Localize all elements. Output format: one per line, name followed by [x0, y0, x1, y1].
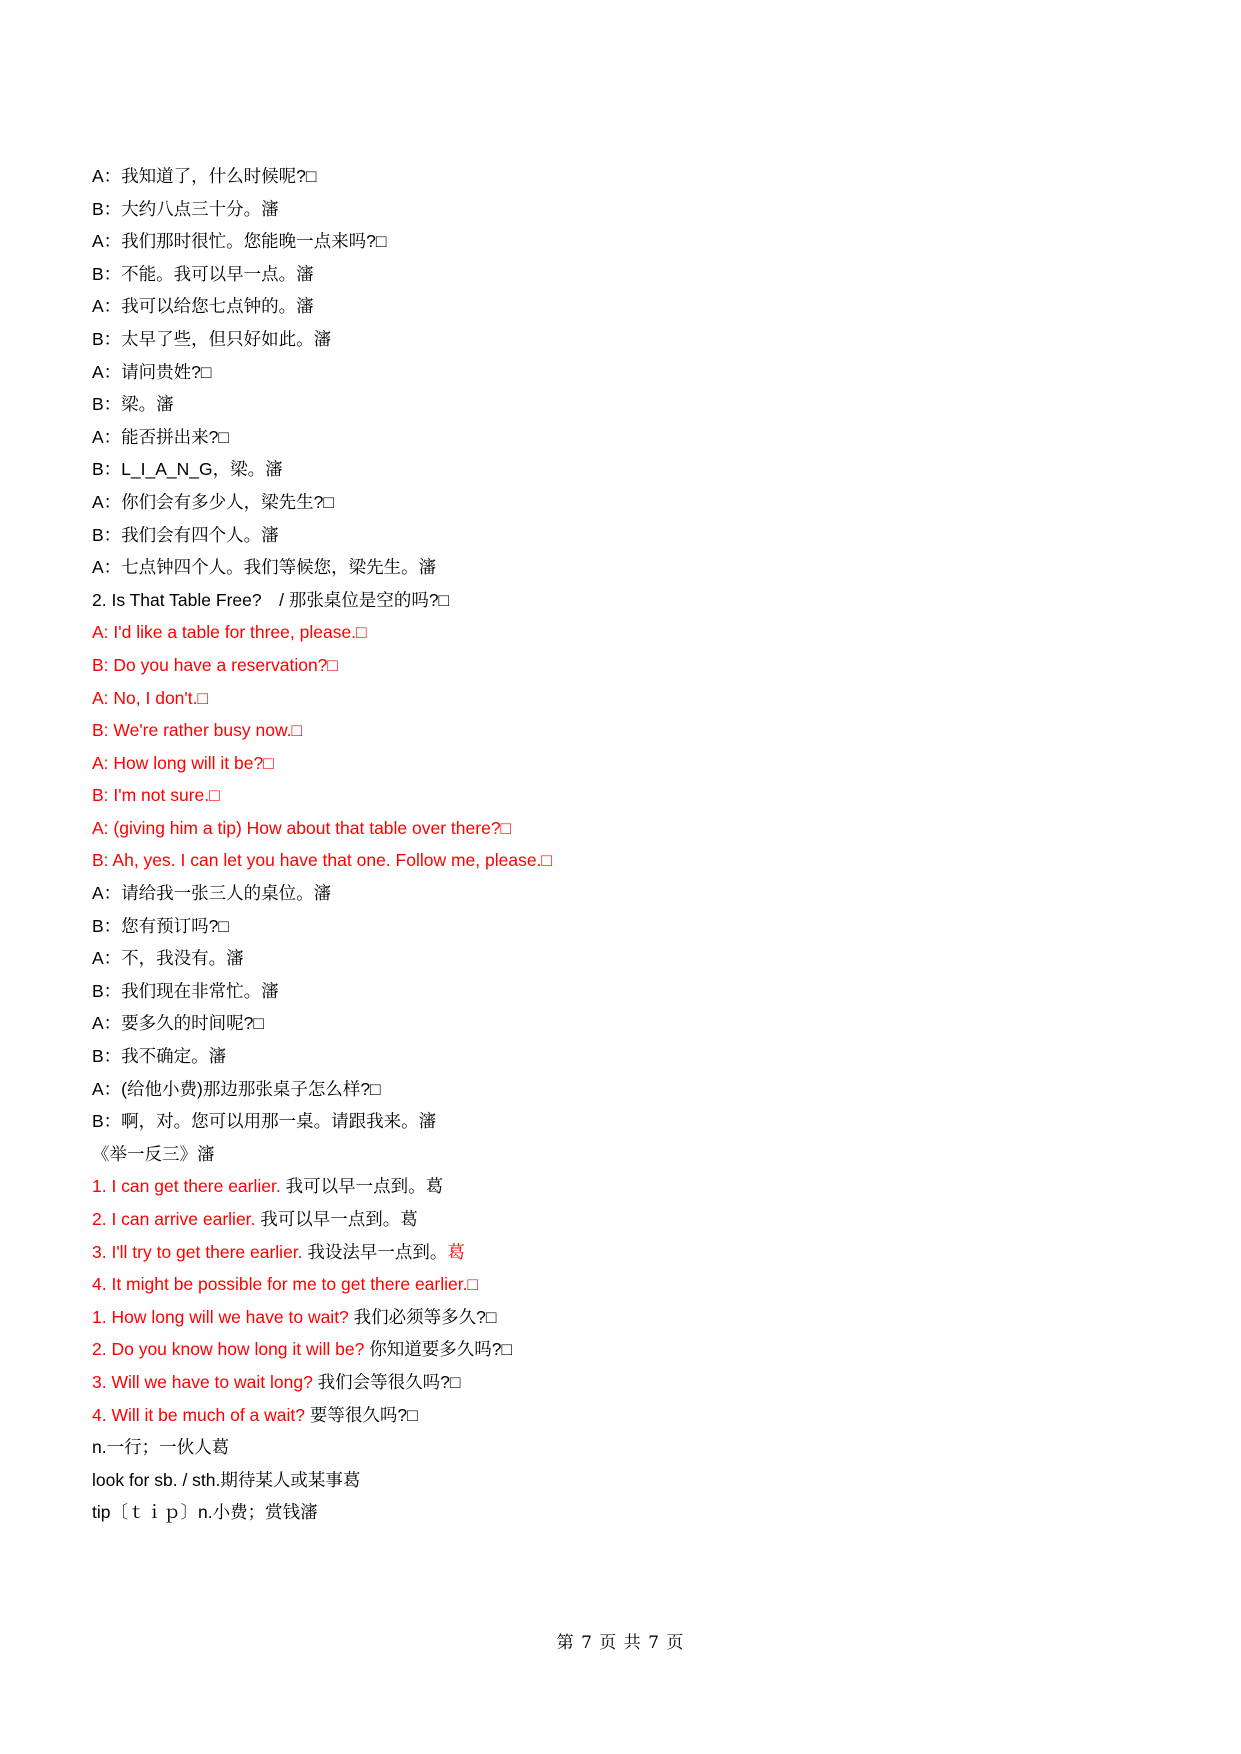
text-line	[92, 1399, 1152, 1432]
text-line	[92, 1203, 1152, 1236]
page-footer	[0, 1628, 1241, 1653]
text-segment: A: No, I don't.□	[92, 687, 209, 708]
text-line	[92, 1040, 1152, 1073]
text-segment: A：你们会有多少人，梁先生?□	[92, 491, 334, 512]
text-line	[92, 877, 1152, 910]
text-line	[92, 1170, 1152, 1203]
text-segment: look for sb. / sth.期待某人或某事葛	[92, 1469, 361, 1490]
text-segment: 2. I can arrive earlier.	[92, 1209, 256, 1229]
text-segment: A：能否拼出来?□	[92, 426, 229, 447]
text-segment: A: (giving him a tip) How about that table over there?□	[92, 817, 512, 838]
text-line	[92, 714, 1152, 747]
text-line	[92, 1431, 1152, 1464]
text-line	[92, 942, 1152, 975]
text-segment: B：我们会有四个人。瀋	[92, 524, 279, 545]
text-line	[92, 551, 1152, 584]
text-segment: B: I'm not sure.□	[92, 785, 220, 806]
page-number-text: 第 7 页 共 7 页	[556, 1633, 685, 1653]
text-segment: 《举一反三》瀋	[92, 1143, 215, 1164]
text-line	[92, 747, 1152, 780]
text-segment: B：L_I_A_N_G，梁。瀋	[92, 459, 283, 480]
text-segment: A: How long will it be?□	[92, 752, 274, 773]
text-line	[92, 323, 1152, 356]
text-segment: 4. It might be possible for me to get there earlier.□	[92, 1274, 479, 1295]
text-line	[92, 486, 1152, 519]
text-line	[92, 421, 1152, 454]
text-segment: A：我知道了，什么时候呢?□	[92, 166, 317, 186]
text-segment: 我可以早一点到。葛	[280, 1176, 444, 1197]
text-segment: B：大约八点三十分。瀋	[92, 198, 279, 219]
text-segment: 4. Will it be much of a wait?	[92, 1404, 305, 1425]
text-line	[92, 682, 1152, 715]
text-line	[92, 1301, 1152, 1334]
text-segment: 要等很久吗?□	[305, 1404, 418, 1425]
text-line	[92, 584, 1152, 617]
text-line	[92, 1073, 1152, 1106]
text-line	[92, 975, 1152, 1008]
text-segment: B：我不确定。瀋	[92, 1046, 227, 1067]
text-line	[92, 649, 1152, 682]
text-segment: B：梁。瀋	[92, 394, 174, 415]
text-segment: B：我们现在非常忙。瀋	[92, 980, 279, 1001]
text-segment: B：不能。我可以早一点。瀋	[92, 263, 314, 284]
text-segment: 3. Will we have to wait long?	[92, 1371, 313, 1392]
text-line	[92, 388, 1152, 421]
text-line	[92, 1496, 1152, 1529]
text-segment: 你知道要多久吗?□	[364, 1339, 513, 1360]
text-line	[92, 258, 1152, 291]
text-line	[92, 290, 1152, 323]
text-line	[92, 779, 1152, 812]
text-segment: A：不，我没有。瀋	[92, 948, 244, 969]
text-segment: 我们必须等多久?□	[348, 1306, 497, 1327]
text-line	[92, 519, 1152, 552]
text-line	[92, 1366, 1152, 1399]
text-line	[92, 616, 1152, 649]
text-segment: B: Ah, yes. I can let you have that one. Follow me, please.□	[92, 850, 552, 871]
text-line	[92, 812, 1152, 845]
text-line	[92, 453, 1152, 486]
text-line	[92, 1105, 1152, 1138]
text-segment: A：我们那时很忙。您能晚一点来吗?□	[92, 231, 387, 252]
document-body	[92, 160, 1152, 1529]
text-line	[92, 844, 1152, 877]
text-line	[92, 910, 1152, 943]
text-line	[92, 1333, 1152, 1366]
text-segment: A：请给我一张三人的桌位。瀋	[92, 883, 332, 904]
text-line	[92, 1268, 1152, 1301]
text-segment: 1. How long will we have to wait?	[92, 1306, 349, 1327]
text-segment: B：啊，对。您可以用那一桌。请跟我来。瀋	[92, 1111, 437, 1132]
text-segment: A：请问贵姓?□	[92, 361, 212, 382]
text-line	[92, 193, 1152, 226]
text-line	[92, 356, 1152, 389]
text-segment: 我们会等很久吗?□	[312, 1371, 461, 1392]
text-segment: 我设法早一点到。	[302, 1241, 448, 1262]
text-segment: 3. I'll try to get there earlier.	[92, 1241, 303, 1262]
text-segment: 我可以早一点到。葛	[255, 1209, 418, 1229]
text-segment: A: I'd like a table for three, please.□	[92, 622, 367, 643]
text-segment: 2. Is That Table Free? / 那张桌位是空的吗?□	[92, 589, 450, 610]
text-segment: A：我可以给您七点钟的。瀋	[92, 296, 314, 317]
text-line	[92, 1236, 1152, 1269]
text-segment: 葛	[447, 1241, 465, 1262]
text-segment: 1. I can get there earlier.	[92, 1176, 281, 1197]
text-segment: n.一行；一伙人葛	[92, 1437, 230, 1458]
text-line	[92, 1464, 1152, 1497]
text-segment: B：您有预订吗?□	[92, 915, 229, 936]
text-segment: tip〔ｔｉｐ〕n.小费；赏钱瀋	[92, 1502, 318, 1523]
text-line	[92, 1138, 1152, 1171]
text-segment: A：(给他小费)那边那张桌子怎么样?□	[92, 1078, 381, 1099]
text-segment: B：太早了些，但只好如此。瀋	[92, 328, 332, 349]
text-line	[92, 1007, 1152, 1040]
text-segment: B: Do you have a reservation?□	[92, 654, 338, 675]
text-segment: 2. Do you know how long it will be?	[92, 1339, 365, 1360]
text-segment: B: We're rather busy now.□	[92, 720, 303, 741]
text-segment: A：七点钟四个人。我们等候您，梁先生。瀋	[92, 557, 437, 578]
text-line	[92, 225, 1152, 258]
text-line	[92, 160, 1152, 193]
text-segment: A：要多久的时间呢?□	[92, 1013, 264, 1034]
